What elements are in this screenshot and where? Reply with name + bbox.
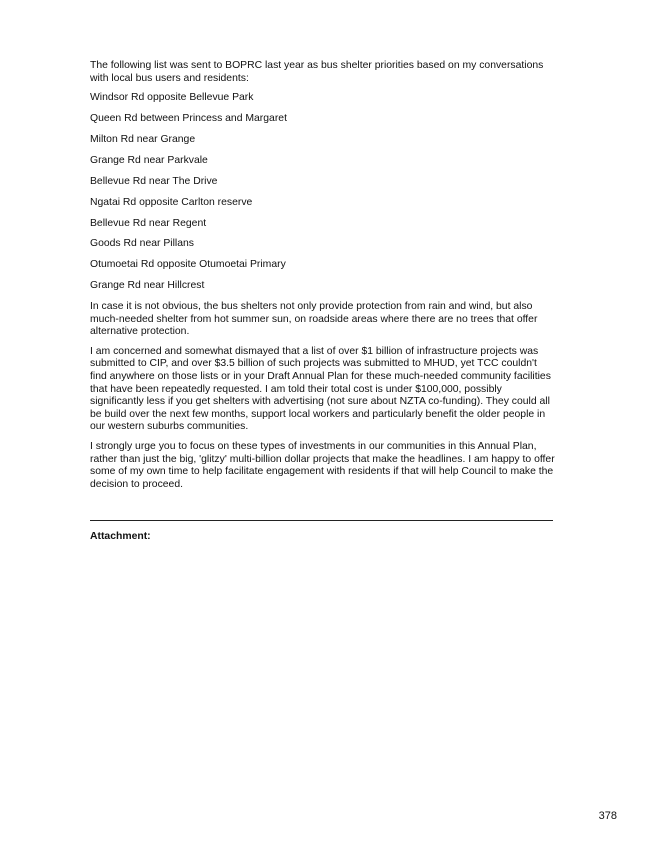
bus-shelter-priority-list xyxy=(90,92,555,293)
document-body xyxy=(90,60,555,544)
priority-item: Bellevue Rd near Regent xyxy=(90,217,207,229)
priority-item: Otumoetai Rd opposite Otumoetai Primary xyxy=(90,259,286,271)
attachment-label: Attachment: xyxy=(90,531,151,543)
priority-item: Queen Rd between Princess and Margaret xyxy=(90,113,287,125)
closing-request-paragraph: I strongly urge you to focus on these types of investments in our communities in this Annual Plan, rather than just the big, 'glitzy' multi-billion dollar projects that make the headlines. I am happy to offer some of my own time to help facilitate engagement with residents if that will help Council to make the decision to proceed. xyxy=(90,441,555,490)
funding-concern-paragraph: I am concerned and somewhat dismayed that a list of over $1 billion of infrastructure projects was submitted to CIP, and over $3.5 billion of such projects was submitted to MHUD, yet TCC couldn't find anywhere on those lists or in your Draft Annual Plan for these much-needed community facilities that have been repeatedly requested. I am told their total cost is under $100,000, possibly significantly less if you get shelters with advertising (not sure about NZTA co-funding). They could all be build over the next few months, support local workers and particularly benefit the older people in our western suburbs communities. xyxy=(90,345,551,433)
intro-paragraph: The following list was sent to BOPRC last year as bus shelter priorities based on my conversations with local bus users and residents: xyxy=(90,60,544,84)
priority-item: Ngatai Rd opposite Carlton reserve xyxy=(90,196,253,208)
priority-item: Bellevue Rd near The Drive xyxy=(90,175,218,187)
section-divider xyxy=(90,520,553,521)
priority-item: Goods Rd near Pillans xyxy=(90,238,194,250)
page-number: 378 xyxy=(598,810,617,822)
priority-item: Windsor Rd opposite Bellevue Park xyxy=(90,92,254,104)
shelter-benefit-paragraph: In case it is not obvious, the bus shelters not only provide protection from rain and wind, but also much-needed shelter from hot summer sun, on roadside areas where there are no trees that offer alternative protection. xyxy=(90,301,538,338)
priority-item: Grange Rd near Parkvale xyxy=(90,154,208,166)
priority-item: Grange Rd near Hillcrest xyxy=(90,280,205,292)
priority-item: Milton Rd near Grange xyxy=(90,133,196,145)
